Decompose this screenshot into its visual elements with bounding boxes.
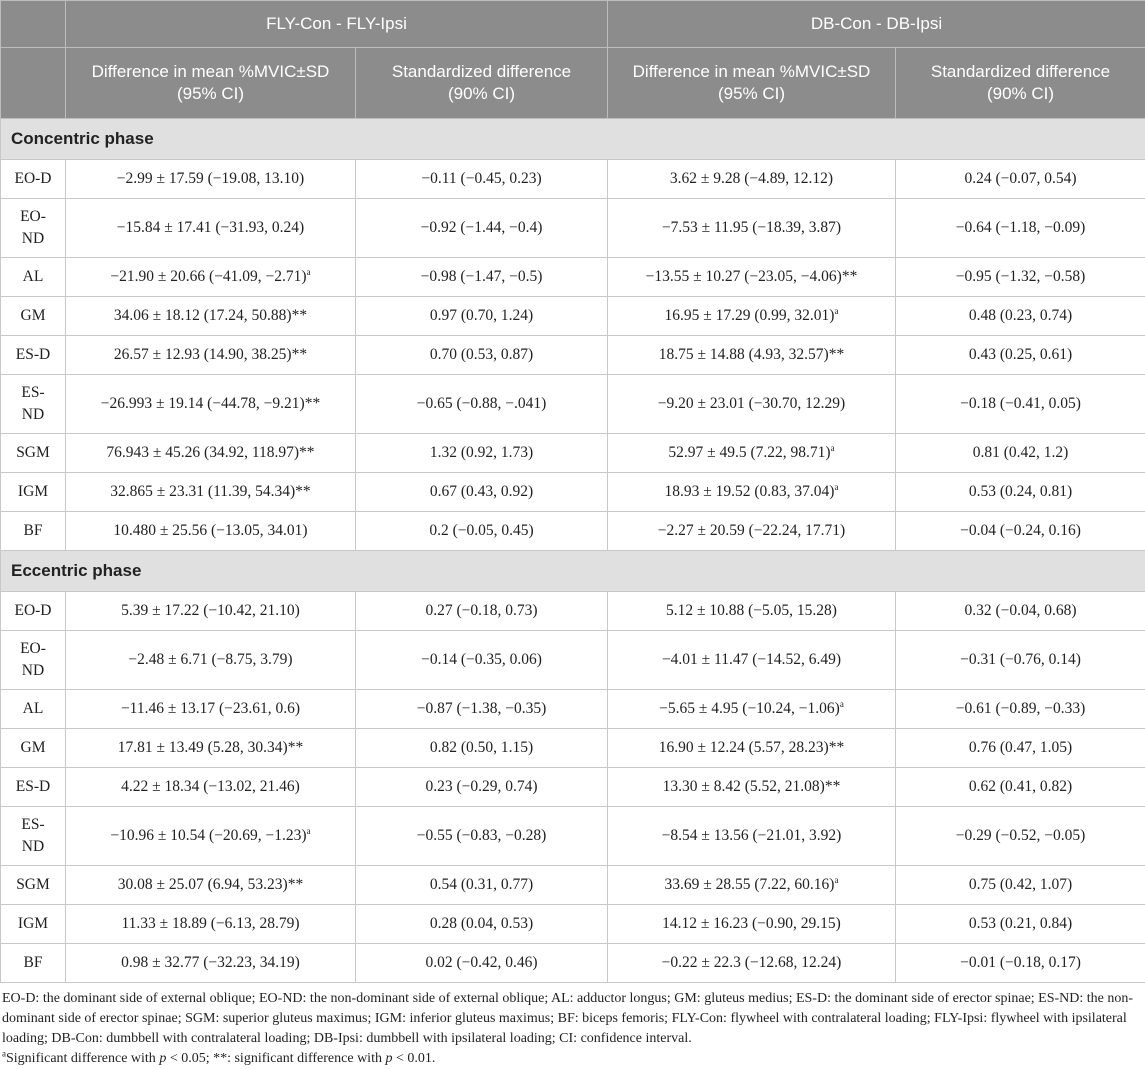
db-std-diff-cell [896,944,1145,983]
cell-value: −21.90 ± 20.66 (−41.09, −2.71) [110,268,306,285]
muscle-label [1,336,66,375]
muscle-label [1,944,66,983]
cell-value: 14.12 ± 16.23 (−0.90, 29.15) [662,915,841,932]
cell-value: −0.65 (−0.88, −.041) [417,395,547,412]
col-header-db-mean-line2: (95% CI) [718,84,785,103]
cell-value: −0.22 ± 22.3 (−12.68, 12.24) [662,954,842,971]
cell-value: −15.84 ± 17.41 (−31.93, 0.24) [117,219,304,236]
muscle-label-text: ES-D [16,346,50,363]
table-row [1,729,1145,768]
cell-value: 33.69 ± 28.55 (7.22, 60.16) [665,876,835,893]
cell-value: −0.29 (−0.52, −0.05) [956,827,1086,844]
db-std-diff-cell [896,768,1145,807]
db-std-diff-cell [896,631,1145,690]
table-body [1,119,1145,983]
table-row [1,631,1145,690]
significance-superscript: a [834,306,838,316]
fly-std-diff-cell [356,807,608,866]
fly-std-diff-cell [356,336,608,375]
muscle-label-line1: EO- [20,208,46,225]
fly-mean-diff-cell [66,473,356,512]
table-row [1,866,1145,905]
fly-std-diff-cell [356,729,608,768]
db-mean-diff-cell [608,807,896,866]
muscle-label [1,258,66,297]
cell-value: −7.53 ± 11.95 (−18.39, 3.87) [662,219,841,236]
significance-note [2,1049,1143,1069]
abbreviation-note: EO-D: the dominant side of external oblique; EO-ND: the non-dominant side of external oblique; AL: adductor longus; GM: gluteus medius; ES-D: the dominant side of erector spinae; ES-ND: the non-dominant side of erector spinae; SGM: superior gluteus maximus; IGM: inferior gluteus maximus; BF: biceps femoris; FLY-Con: flywheel with contralateral loading; FLY-Ipsi: flywheel with ipsilateral loading; DB-Con: dumbbell with contralateral loading; DB-Ipsi: dumbbell with ipsilateral loading; CI: confidence interval. [2,989,1143,1049]
fly-std-diff-cell [356,473,608,512]
cell-value: 3.62 ± 9.28 (−4.89, 12.12) [670,170,833,187]
significance-text-3: < 0.01. [392,1051,435,1066]
col-header-fly-std-line2: (90% CI) [448,84,515,103]
cell-value: 0.24 (−0.07, 0.54) [964,170,1076,187]
fly-std-diff-cell [356,375,608,434]
fly-std-diff-cell [356,512,608,551]
cell-value: 18.75 ± 14.88 (4.93, 32.57)** [659,346,844,363]
cell-value: 13.30 ± 8.42 (5.52, 21.08)** [663,778,841,795]
table-row [1,768,1145,807]
muscle-label [1,690,66,729]
col-header-fly-mean-line2: (95% CI) [177,84,244,103]
muscle-label-line1: EO- [20,640,46,657]
cell-value: 0.53 (0.24, 0.81) [969,483,1072,500]
group-header-flywheel: FLY-Con - FLY-Ipsi [66,1,608,48]
muscle-label-text: EO-D [14,170,51,187]
cell-value: −4.01 ± 11.47 (−14.52, 6.49) [662,651,841,668]
cell-value: 34.06 ± 18.12 (17.24, 50.88)** [114,307,307,324]
fly-mean-diff-cell [66,434,356,473]
cell-value: 16.90 ± 12.24 (5.57, 28.23)** [659,739,844,756]
db-mean-diff-cell [608,631,896,690]
cell-value: 5.39 ± 17.22 (−10.42, 21.10) [121,602,300,619]
header-row-groups [1,1,1145,48]
significance-text-1: Significant difference with [6,1051,159,1066]
muscle-label-text: GM [21,307,46,324]
fly-mean-diff-cell [66,631,356,690]
fly-std-diff-cell [356,768,608,807]
muscle-label-text: AL [23,268,44,285]
muscle-label-line2: ND [22,406,44,423]
db-mean-diff-cell [608,768,896,807]
fly-std-diff-cell [356,944,608,983]
table-row [1,297,1145,336]
header-corner-lower [1,48,66,119]
muscle-label-line2: ND [22,230,44,247]
cell-value: 76.943 ± 45.26 (34.92, 118.97)** [106,444,314,461]
section-title: Eccentric phase [1,551,1145,592]
table-footnotes [0,983,1145,1069]
fly-mean-diff-cell [66,199,356,258]
table-row [1,336,1145,375]
db-std-diff-cell [896,199,1145,258]
p-symbol-1: p [159,1051,166,1066]
muscle-label-line2: ND [22,662,44,679]
cell-value: 0.48 (0.23, 0.74) [969,307,1072,324]
db-mean-diff-cell [608,729,896,768]
cell-value: 30.08 ± 25.07 (6.94, 53.23)** [118,876,303,893]
fly-mean-diff-cell [66,807,356,866]
significance-superscript: a [831,443,835,453]
cell-value: 0.23 (−0.29, 0.74) [425,778,537,795]
db-std-diff-cell [896,729,1145,768]
muscle-label-text: IGM [18,915,48,932]
cell-value: 4.22 ± 18.34 (−13.02, 21.46) [121,778,300,795]
fly-std-diff-cell [356,592,608,631]
db-std-diff-cell [896,375,1145,434]
fly-mean-diff-cell [66,160,356,199]
cell-value: −0.64 (−1.18, −0.09) [956,219,1086,236]
table-row [1,375,1145,434]
significance-superscript: a [834,875,838,885]
cell-value: −0.98 (−1.47, −0.5) [421,268,543,285]
db-mean-diff-cell [608,473,896,512]
cell-value: 1.32 (0.92, 1.73) [430,444,533,461]
db-mean-diff-cell [608,199,896,258]
fly-mean-diff-cell [66,336,356,375]
muscle-label [1,434,66,473]
fly-std-diff-cell [356,434,608,473]
db-mean-diff-cell [608,258,896,297]
header-corner [1,1,66,48]
cell-value: −0.01 (−0.18, 0.17) [960,954,1081,971]
section-title: Concentric phase [1,119,1145,160]
db-std-diff-cell [896,592,1145,631]
significance-text-2: < 0.05; **: significant difference with [166,1051,385,1066]
table-row [1,258,1145,297]
fly-mean-diff-cell [66,768,356,807]
muscle-label [1,297,66,336]
cell-value: 17.81 ± 13.49 (5.28, 30.34)** [118,739,303,756]
db-mean-diff-cell [608,866,896,905]
muscle-label-text: ES-D [16,778,50,795]
db-std-diff-cell [896,336,1145,375]
fly-mean-diff-cell [66,258,356,297]
fly-mean-diff-cell [66,905,356,944]
cell-value: 0.53 (0.21, 0.84) [969,915,1072,932]
db-mean-diff-cell [608,592,896,631]
muscle-label [1,905,66,944]
db-mean-diff-cell [608,944,896,983]
cell-value: 0.54 (0.31, 0.77) [430,876,533,893]
cell-value: −0.61 (−0.89, −0.33) [956,700,1086,717]
db-std-diff-cell [896,866,1145,905]
cell-value: −0.14 (−0.35, 0.06) [421,651,542,668]
cell-value: −9.20 ± 23.01 (−30.70, 12.29) [658,395,845,412]
muscle-label [1,866,66,905]
db-mean-diff-cell [608,297,896,336]
cell-value: −13.55 ± 10.27 (−23.05, −4.06)** [646,268,858,285]
col-header-fly-std [356,48,608,119]
db-std-diff-cell [896,434,1145,473]
muscle-label [1,631,66,690]
muscle-label-line1: ES- [21,384,44,401]
table-row [1,473,1145,512]
cell-value: −11.46 ± 13.17 (−23.61, 0.6) [121,700,300,717]
db-mean-diff-cell [608,434,896,473]
cell-value: −8.54 ± 13.56 (−21.01, 3.92) [662,827,842,844]
group-header-dumbbell: DB-Con - DB-Ipsi [608,1,1145,48]
fly-mean-diff-cell [66,944,356,983]
muscle-label-text: SGM [16,444,50,461]
muscle-label [1,592,66,631]
db-std-diff-cell [896,690,1145,729]
cell-value: 5.12 ± 10.88 (−5.05, 15.28) [666,602,837,619]
db-std-diff-cell [896,258,1145,297]
db-std-diff-cell [896,297,1145,336]
muscle-label-line2: ND [22,838,44,855]
cell-value: 0.67 (0.43, 0.92) [430,483,533,500]
fly-mean-diff-cell [66,866,356,905]
cell-value: −0.11 (−0.45, 0.23) [421,170,541,187]
p-symbol-2: p [385,1051,392,1066]
muscle-label-text: SGM [16,876,50,893]
fly-std-diff-cell [356,905,608,944]
muscle-label [1,160,66,199]
cell-value: −2.27 ± 20.59 (−22.24, 17.71) [658,522,845,539]
cell-value: −0.92 (−1.44, −0.4) [421,219,543,236]
col-header-db-std [896,48,1145,119]
cell-value: 0.82 (0.50, 1.15) [430,739,533,756]
section-header-row [1,551,1145,592]
cell-value: −2.48 ± 6.71 (−8.75, 3.79) [128,651,292,668]
section-header-row [1,119,1145,160]
cell-value: 0.02 (−0.42, 0.46) [425,954,537,971]
cell-value: −0.04 (−0.24, 0.16) [960,522,1081,539]
muscle-label [1,199,66,258]
col-header-fly-mean-line1: Difference in mean %MVIC±SD [92,62,330,81]
cell-value: 0.70 (0.53, 0.87) [430,346,533,363]
col-header-db-std-line2: (90% CI) [987,84,1054,103]
fly-mean-diff-cell [66,297,356,336]
table-row [1,905,1145,944]
table-row [1,690,1145,729]
header-row-columns [1,48,1145,119]
cell-value: 0.27 (−0.18, 0.73) [425,602,537,619]
significance-superscript: a [834,482,838,492]
fly-mean-diff-cell [66,729,356,768]
col-header-fly-std-line1: Standardized difference [392,62,571,81]
cell-value: −0.95 (−1.32, −0.58) [956,268,1086,285]
fly-mean-diff-cell [66,512,356,551]
db-std-diff-cell [896,905,1145,944]
cell-value: 32.865 ± 23.31 (11.39, 54.34)** [110,483,310,500]
cell-value: 0.75 (0.42, 1.07) [969,876,1072,893]
table-row [1,160,1145,199]
fly-std-diff-cell [356,690,608,729]
col-header-db-mean [608,48,896,119]
db-std-diff-cell [896,512,1145,551]
cell-value: 52.97 ± 49.5 (7.22, 98.71) [668,444,830,461]
db-mean-diff-cell [608,905,896,944]
cell-value: 0.76 (0.47, 1.05) [969,739,1072,756]
fly-mean-diff-cell [66,592,356,631]
muscle-label [1,512,66,551]
cell-value: −10.96 ± 10.54 (−20.69, −1.23) [110,827,306,844]
muscle-label-text: BF [24,522,43,539]
significance-superscript: a [307,267,311,277]
cell-value: −0.55 (−0.83, −0.28) [417,827,547,844]
significance-superscript: a [840,699,844,709]
muscle-label [1,768,66,807]
cell-value: 11.33 ± 18.89 (−6.13, 28.79) [121,915,299,932]
cell-value: 0.62 (0.41, 0.82) [969,778,1072,795]
muscle-label-text: GM [21,739,46,756]
db-mean-diff-cell [608,512,896,551]
cell-value: −0.18 (−0.41, 0.05) [960,395,1081,412]
cell-value: −0.87 (−1.38, −0.35) [417,700,547,717]
table-row [1,434,1145,473]
cell-value: −0.31 (−0.76, 0.14) [960,651,1081,668]
muscle-label-text: BF [24,954,43,971]
col-header-db-mean-line1: Difference in mean %MVIC±SD [633,62,871,81]
fly-mean-diff-cell [66,690,356,729]
cell-value: −2.99 ± 17.59 (−19.08, 13.10) [117,170,304,187]
db-mean-diff-cell [608,690,896,729]
db-mean-diff-cell [608,375,896,434]
cell-value: −5.65 ± 4.95 (−10.24, −1.06) [659,700,840,717]
muscle-label [1,473,66,512]
cell-value: 10.480 ± 25.56 (−13.05, 34.01) [113,522,307,539]
muscle-label-text: EO-D [14,602,51,619]
cell-value: 26.57 ± 12.93 (14.90, 38.25)** [114,346,307,363]
muscle-label [1,375,66,434]
table-row [1,512,1145,551]
cell-value: 0.32 (−0.04, 0.68) [964,602,1076,619]
significance-superscript: a [307,826,311,836]
cell-value: −26.993 ± 19.14 (−44.78, −9.21)** [101,395,320,412]
fly-std-diff-cell [356,631,608,690]
fly-mean-diff-cell [66,375,356,434]
db-mean-diff-cell [608,336,896,375]
fly-std-diff-cell [356,258,608,297]
fly-std-diff-cell [356,297,608,336]
cell-value: 0.98 ± 32.77 (−32.23, 34.19) [121,954,300,971]
db-mean-diff-cell [608,160,896,199]
muscle-label-text: IGM [18,483,48,500]
table-row [1,199,1145,258]
db-std-diff-cell [896,807,1145,866]
col-header-fly-mean [66,48,356,119]
cell-value: 0.2 (−0.05, 0.45) [429,522,533,539]
significance-marker: a [2,1048,6,1058]
table-row [1,592,1145,631]
muscle-label [1,729,66,768]
cell-value: 0.97 (0.70, 1.24) [430,307,533,324]
db-std-diff-cell [896,473,1145,512]
cell-value: 0.81 (0.42, 1.2) [973,444,1069,461]
cell-value: 0.28 (0.04, 0.53) [430,915,533,932]
cell-value: 18.93 ± 19.52 (0.83, 37.04) [665,483,835,500]
fly-std-diff-cell [356,160,608,199]
col-header-db-std-line1: Standardized difference [931,62,1110,81]
muscle-label [1,807,66,866]
muscle-label-text: AL [23,700,44,717]
db-std-diff-cell [896,160,1145,199]
muscle-label-line1: ES- [21,816,44,833]
table-row [1,944,1145,983]
fly-std-diff-cell [356,199,608,258]
cell-value: 16.95 ± 17.29 (0.99, 32.01) [665,307,835,324]
table-row [1,807,1145,866]
cell-value: 0.43 (0.25, 0.61) [969,346,1072,363]
fly-std-diff-cell [356,866,608,905]
